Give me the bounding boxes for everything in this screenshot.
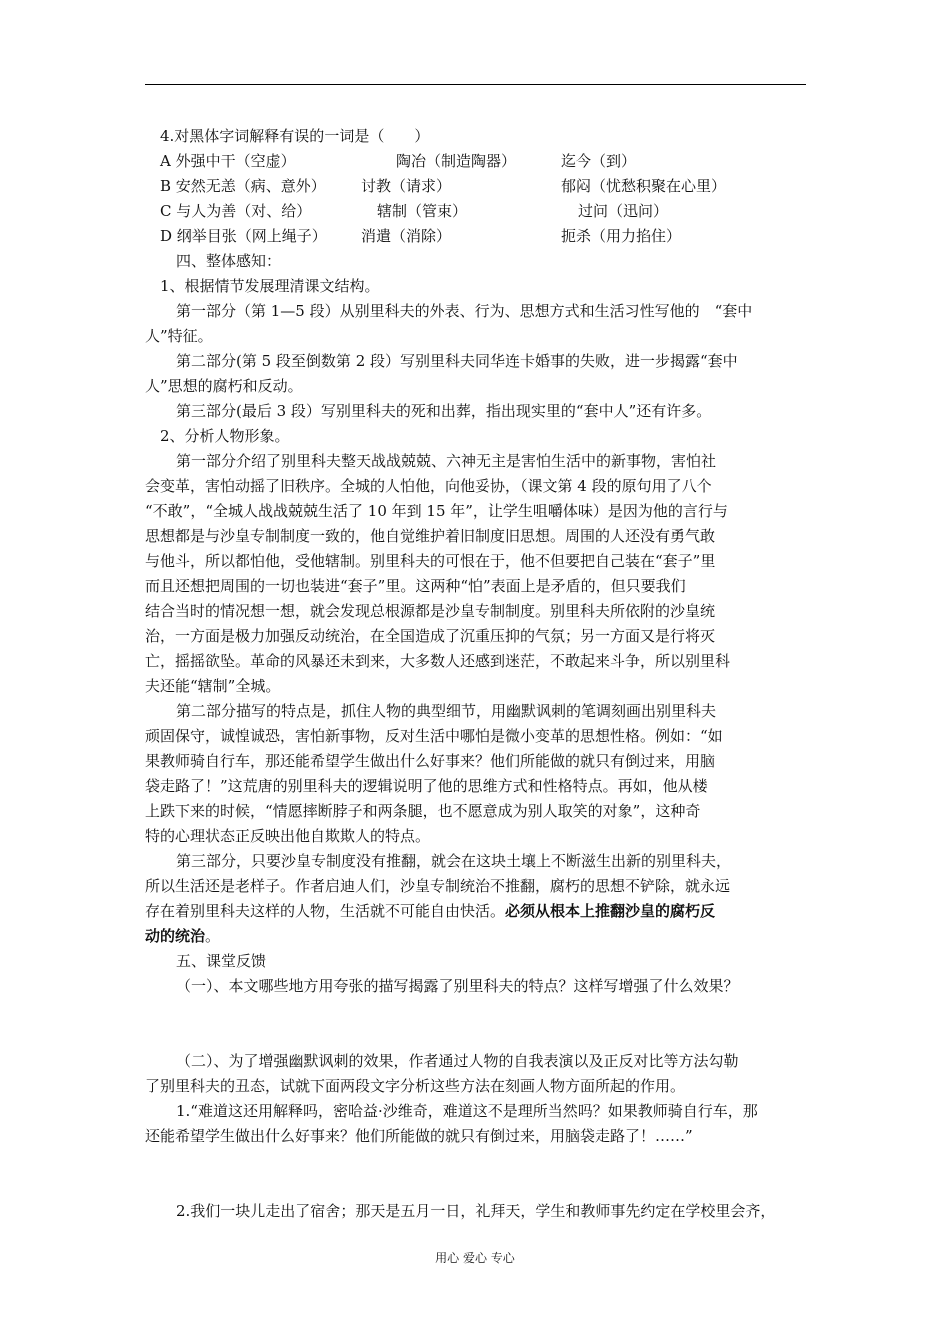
para-2-line: 上跌下来的时候，“情愿摔断脖子和两条腿，也不愿意成为别人取笑的对象”，这种奇 xyxy=(145,802,701,820)
option-c-1: C 与人为善（对、给） xyxy=(160,202,312,220)
para-3-emphasis-end: 动的统治 xyxy=(145,927,206,945)
option-d-1: D 纲举目张（网上绳子） xyxy=(160,227,327,245)
para-2-line: 果教师骑自行车，那还能希望学生做出什么好事来？他们所能做的就只有倒过来，用脑 xyxy=(145,752,716,770)
question-4-stem: 4.对黑体字词解释有误的一词是（ ） xyxy=(160,127,430,145)
question-1: （一）、本文哪些地方用夸张的描写揭露了别里科夫的特点？这样写增强了什么效果？ xyxy=(176,977,739,995)
question-2-line-1: （二）、为了增强幽默讽刺的效果，作者通过人物的自我表演以及正反对比等方法勾勒 xyxy=(176,1052,739,1070)
para-1-line: 思想都是与沙皇专制制度一致的，他自觉维护着旧制度旧思想。周围的人还没有勇气敢 xyxy=(145,527,716,545)
option-b-3: 郁闷（忧愁积聚在心里） xyxy=(561,177,727,195)
option-b-2: 讨教（请求） xyxy=(361,177,452,195)
para-3-line-4 xyxy=(145,926,220,946)
para-3-line: 所以生活还是老样子。作者启迪人们，沙皇专制统治不推翻，腐朽的思想不铲除，就永远 xyxy=(145,877,731,895)
para-3-period: 。 xyxy=(205,927,221,945)
section-5-heading: 五、课堂反馈 xyxy=(176,952,267,970)
option-c-3: 过问（迅问） xyxy=(578,202,669,220)
page-footer: 用心 爱心 专心 xyxy=(435,1251,515,1265)
para-2-line: 袋走路了！”这荒唐的别里科夫的逻辑说明了他的思维方式和性格特点。再如，他从楼 xyxy=(145,777,708,795)
para-3-line-3-text: 存在着别里科夫这样的人物，生活就不可能自由快活。 xyxy=(145,902,506,920)
para-1-line: 而且还想把周围的一切也装进“套子”里。这两种“怕”表面上是矛盾的，但只要我们 xyxy=(145,577,686,595)
option-c-2: 辖制（管束） xyxy=(377,202,468,220)
para-1-line: 结合当时的情况想一想，就会发现总根源都是沙皇专制制度。别里科夫所依附的沙皇统 xyxy=(145,602,716,620)
para-1-line: 与他斗，所以都怕他，受他辖制。别里科夫的可恨在于，他不但要把自己装在“套子”里 xyxy=(145,552,716,570)
part-1-line-1: 第一部分（第 1—5 段）从别里科夫的外表、行为、思想方式和生活习性写他的 “套中 xyxy=(176,302,753,320)
para-3-line-3 xyxy=(145,901,715,921)
option-b-1: B 安然无恙（病、意外） xyxy=(160,177,326,195)
section-4-item-1: 1、根据情节发展理清课文结构。 xyxy=(160,277,380,295)
para-1-line: “不敢”，“全城人战战兢兢生活了 10 年到 15 年”，让学生咀嚼体味）是因为他的言行与 xyxy=(145,502,728,520)
para-1-line: 会变革，害怕动摇了旧秩序。全城的人怕他，向他妥协，（课文第 4 段的原句用了八个 xyxy=(145,477,712,495)
para-1-line: 夫还能“辖制”全城。 xyxy=(145,677,281,695)
part-2-line-1: 第二部分(第 5 段至倒数第 2 段）写别里科夫同华连卡婚事的失败，进一步揭露“套中 xyxy=(176,352,738,370)
para-1-line: 治，一方面是极力加强反动统治，在全国造成了沉重压抑的气氛；另一方面又是行将灭 xyxy=(145,627,716,645)
para-3-line: 第三部分，只要沙皇专制度没有推翻，就会在这块土壤上不断滋生出新的别里科夫， xyxy=(176,852,732,870)
part-1-line-2: 人”特征。 xyxy=(145,327,213,345)
option-a-3: 迄今（到） xyxy=(561,152,637,170)
quote-2-line-1: 2.我们一块儿走出了宿舍；那天是五月一日，礼拜天，学生和教师事先约定在学校里会齐， xyxy=(176,1202,776,1220)
header-rule xyxy=(145,84,806,85)
section-4-item-2: 2、分析人物形象。 xyxy=(160,427,290,445)
para-2-line: 特的心理状态正反映出他自欺欺人的特点。 xyxy=(145,827,431,845)
question-2-line-2: 了别里科夫的丑态，试就下面两段文字分析这些方法在刻画人物方面所起的作用。 xyxy=(145,1077,686,1095)
para-1-line: 第一部分介绍了别里科夫整天战战兢兢、六神无主是害怕生活中的新事物，害怕社 xyxy=(176,452,717,470)
part-3-line: 第三部分(最后 3 段）写别里科夫的死和出葬，指出现实里的“套中人”还有许多。 xyxy=(176,402,712,420)
section-4-heading: 四、整体感知： xyxy=(176,252,282,270)
part-2-line-2: 人”思想的腐朽和反动。 xyxy=(145,377,303,395)
para-1-line: 亡，摇摇欲坠。革命的风暴还未到来，大多数人还感到迷茫，不敢起来斗争，所以别里科 xyxy=(145,652,731,670)
para-2-line: 顽固保守，诚惶诚恐，害怕新事物，反对生活中哪怕是微小变革的思想性格。例如：“如 xyxy=(145,727,723,745)
quote-1-line-1: 1.“难道这还用解释吗，密哈益·沙维奇，难道这不是理所当然吗？如果教师骑自行车，那 xyxy=(176,1102,758,1120)
option-a-2: 陶冶（制造陶器） xyxy=(396,152,517,170)
option-d-3: 扼杀（用力掐住） xyxy=(561,227,682,245)
para-3-emphasis: 必须从根本上推翻沙皇的腐朽反 xyxy=(505,902,716,920)
option-a-1: A 外强中干（空虚） xyxy=(160,152,296,170)
option-d-2: 消遣（消除） xyxy=(361,227,452,245)
quote-1-line-2: 还能希望学生做出什么好事来？他们所能做的就只有倒过来，用脑袋走路了！……” xyxy=(145,1127,693,1145)
para-2-line: 第二部分描写的特点是，抓住人物的典型细节，用幽默讽刺的笔调刻画出别里科夫 xyxy=(176,702,717,720)
